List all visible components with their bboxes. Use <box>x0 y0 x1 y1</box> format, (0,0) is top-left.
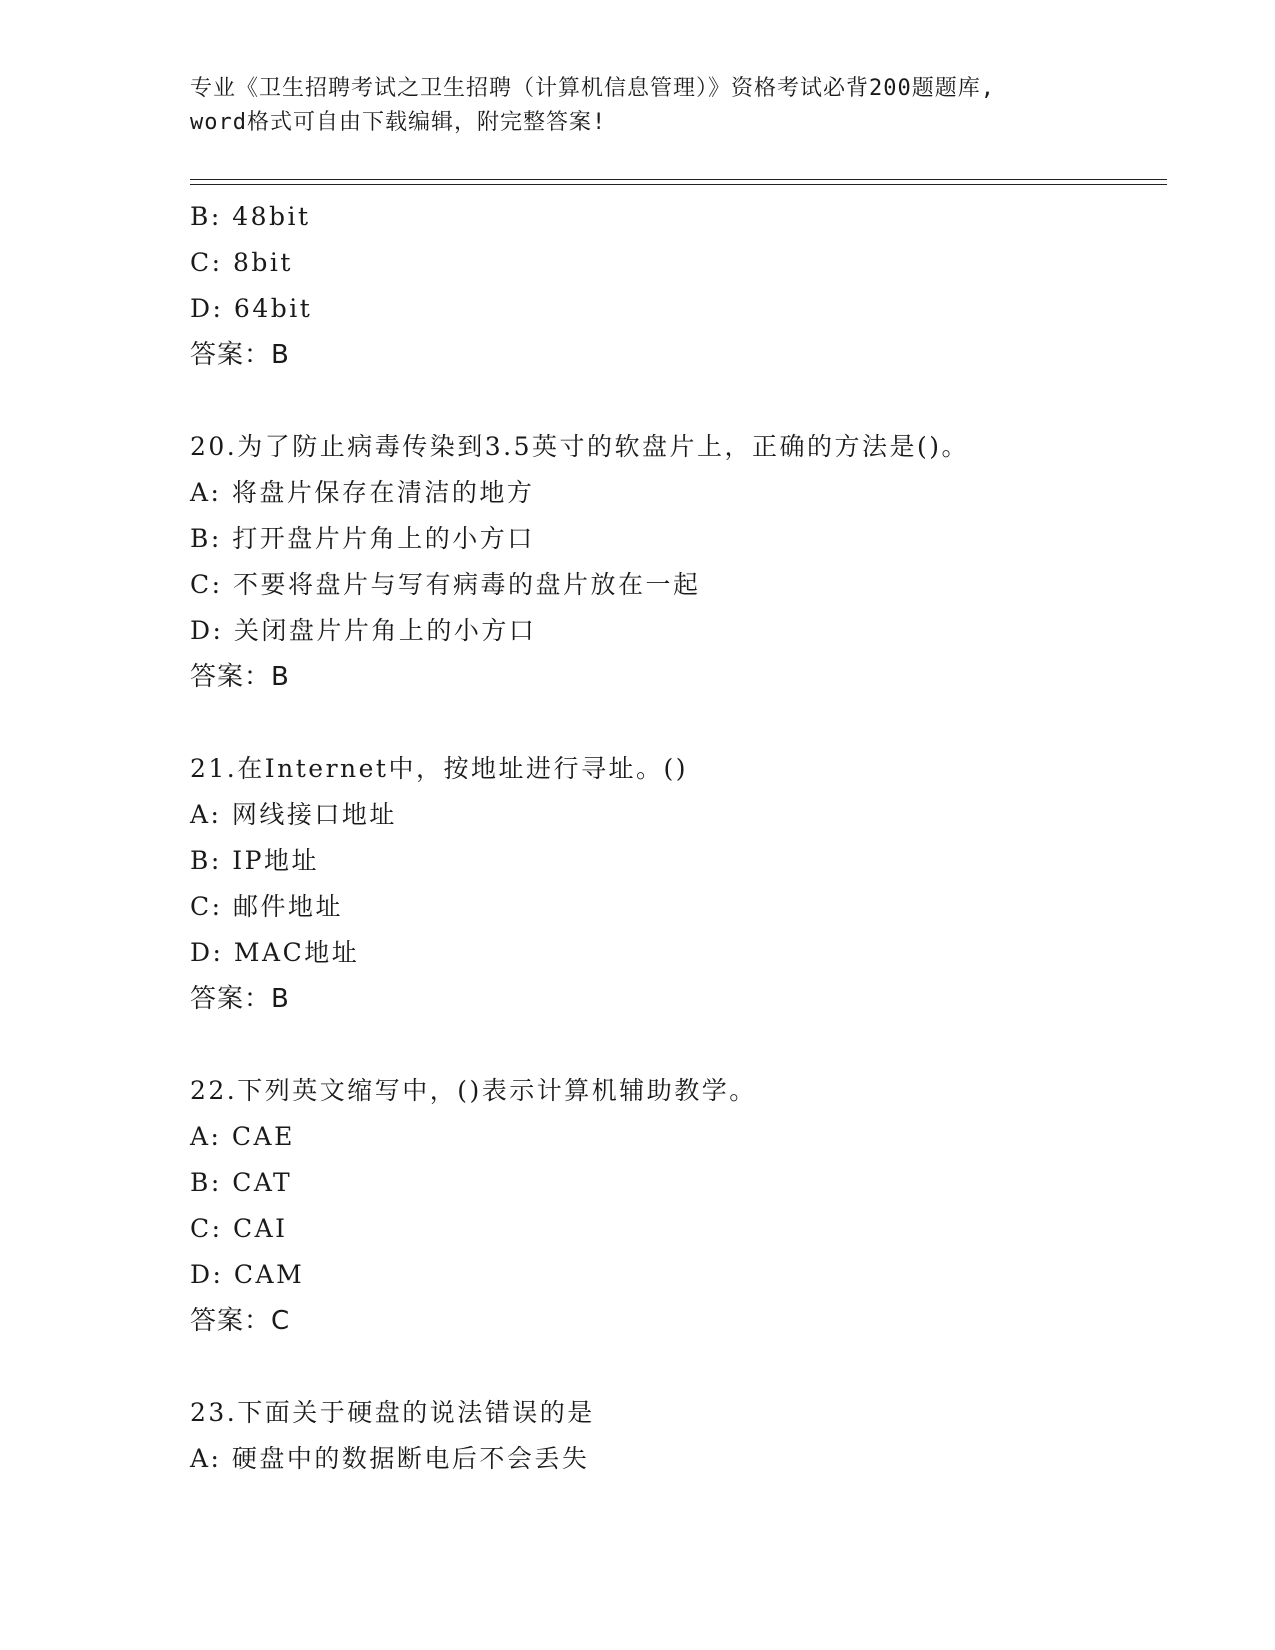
document-header <box>190 72 1090 140</box>
header-rule-top <box>190 179 1167 180</box>
option-d: D: 关闭盘片片角上的小方口 <box>190 616 537 645</box>
option-c: C: 8bit <box>190 248 293 277</box>
header-rule-bottom <box>190 184 1167 185</box>
answer-line: 答案：C <box>190 1306 291 1336</box>
option-b: B: CAT <box>190 1168 293 1197</box>
question-21: 21.在Internet中，按地址进行寻址。() <box>190 754 688 783</box>
header-line-2: word格式可自由下载编辑，附完整答案! <box>190 110 607 135</box>
answer-line: 答案：B <box>190 984 290 1014</box>
spacer <box>190 700 1167 746</box>
question-22: 22.下列英文缩写中，()表示计算机辅助教学。 <box>190 1076 757 1105</box>
option-b: B: 打开盘片片角上的小方口 <box>190 524 535 553</box>
spacer <box>190 1022 1167 1068</box>
option-a: A: CAE <box>190 1122 295 1151</box>
answer-line: 答案：B <box>190 340 290 370</box>
option-a: A: 硬盘中的数据断电后不会丢失 <box>190 1444 590 1473</box>
spacer <box>190 1344 1167 1390</box>
option-c: C: 不要将盘片与写有病毒的盘片放在一起 <box>190 570 701 599</box>
option-d: D: CAM <box>190 1260 305 1289</box>
question-20: 20.为了防止病毒传染到3.5英寸的软盘片上，正确的方法是()。 <box>190 432 970 461</box>
answer-line: 答案：B <box>190 662 290 692</box>
spacer <box>190 378 1167 424</box>
option-b: B: 48bit <box>190 202 311 231</box>
option-d: D: 64bit <box>190 294 313 323</box>
question-list <box>190 194 1167 1482</box>
option-a: A: 网线接口地址 <box>190 800 397 829</box>
option-a: A: 将盘片保存在清洁的地方 <box>190 478 535 507</box>
header-line-1: 专业《卫生招聘考试之卫生招聘（计算机信息管理）》资格考试必背200题题库, <box>190 76 995 101</box>
option-c: C: 邮件地址 <box>190 892 343 921</box>
option-d: D: MAC地址 <box>190 938 360 967</box>
option-c: C: CAI <box>190 1214 288 1243</box>
question-23: 23.下面关于硬盘的说法错误的是 <box>190 1398 595 1427</box>
option-b: B: IP地址 <box>190 846 319 875</box>
